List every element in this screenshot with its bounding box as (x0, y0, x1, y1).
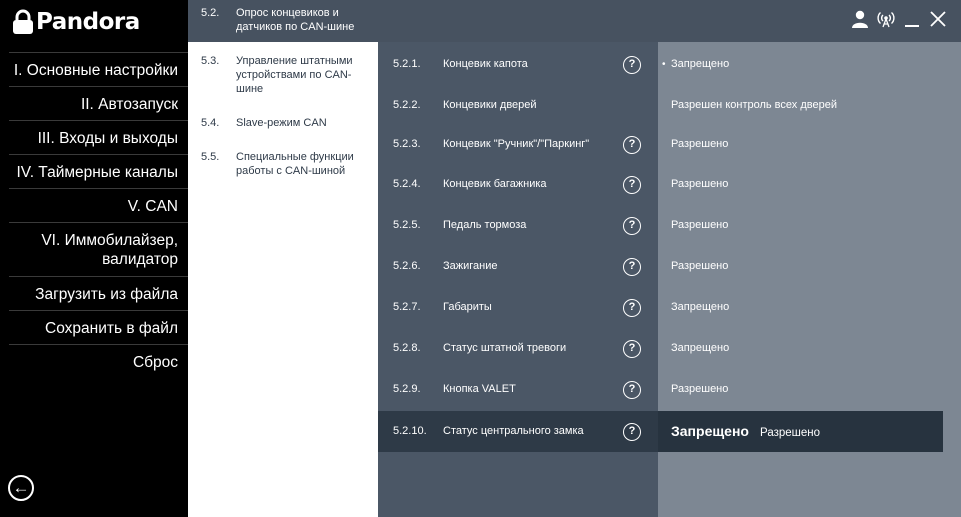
help-icon[interactable]: ? (623, 423, 641, 441)
params-header (378, 0, 658, 42)
param-row-hood[interactable] (378, 44, 658, 85)
param-number: 5.2.5. (393, 219, 421, 231)
option-enabled[interactable]: Разрешено (760, 427, 821, 439)
param-row-brake-pedal[interactable] (378, 205, 658, 246)
param-name: Концевики дверей (443, 99, 537, 111)
param-row-parking-lights[interactable] (378, 287, 658, 328)
nav-item-load-from-file[interactable]: Загрузить из файла (9, 276, 188, 310)
lock-logo-icon (12, 9, 34, 35)
help-icon[interactable]: ? (623, 136, 641, 154)
param-row-central-lock[interactable] (378, 411, 658, 452)
value-text: Запрещено (671, 58, 730, 70)
help-icon[interactable]: ? (623, 381, 641, 399)
value-central-lock (658, 411, 943, 452)
main-nav (9, 52, 188, 378)
nav-item-reset[interactable]: Сброс (9, 344, 188, 378)
signal-icon[interactable] (877, 10, 895, 28)
param-name: Педаль тормоза (443, 219, 527, 231)
param-row-ignition[interactable] (378, 246, 658, 287)
param-name: Габариты (443, 301, 492, 313)
submenu-item-number: 5.2. (201, 7, 220, 19)
param-number: 5.2.7. (393, 301, 421, 313)
param-name: Статус центрального замка (443, 425, 584, 437)
param-number: 5.2.9. (393, 383, 421, 395)
value-text: Разрешено (671, 138, 729, 150)
pandora-logo (12, 8, 140, 36)
values-panel (658, 0, 961, 517)
value-valet-button[interactable] (658, 369, 943, 410)
help-icon[interactable]: ? (623, 176, 641, 194)
value-ignition[interactable] (658, 246, 943, 287)
param-row-doors[interactable] (378, 85, 658, 126)
logo-text: Pandora (36, 9, 140, 35)
value-hood[interactable] (658, 44, 943, 85)
param-number: 5.2.3. (393, 138, 421, 150)
param-name: Концевик багажника (443, 178, 547, 190)
param-row-factory-alarm[interactable] (378, 328, 658, 369)
param-name: Кнопка VALET (443, 383, 516, 395)
help-icon[interactable]: ? (623, 56, 641, 74)
param-name: Зажигание (443, 260, 498, 272)
submenu-item-label: Управление штатными устройствами по CAN-шине (236, 55, 353, 95)
nav-item-immobilizer[interactable]: VI. Иммобилайзер, валидатор (9, 222, 188, 276)
nav-item-inputs-outputs[interactable]: III. Входы и выходы (9, 120, 188, 154)
value-text: Запрещено (671, 301, 730, 313)
nav-item-basic-settings[interactable]: I. Основные настройки (9, 52, 188, 86)
help-icon[interactable]: ? (623, 299, 641, 317)
values-header (658, 0, 961, 42)
param-row-trunk[interactable] (378, 164, 658, 205)
minimize-icon[interactable] (905, 25, 919, 27)
user-icon[interactable] (851, 10, 869, 28)
nav-item-timer-channels[interactable]: IV. Таймерные каналы (9, 154, 188, 188)
help-icon[interactable]: ? (623, 340, 641, 358)
nav-item-can[interactable]: V. CAN (9, 188, 188, 222)
help-icon[interactable]: ? (623, 258, 641, 276)
param-number: 5.2.10. (393, 425, 427, 437)
nav-item-autostart[interactable]: II. Автозапуск (9, 86, 188, 120)
param-number: 5.2.1. (393, 58, 421, 70)
param-number: 5.2.6. (393, 260, 421, 272)
value-text: Разрешено (671, 219, 729, 231)
param-name: Концевик капота (443, 58, 528, 70)
value-text: Запрещено (671, 342, 730, 354)
value-brake-pedal[interactable] (658, 205, 943, 246)
submenu-item-number: 5.3. (201, 55, 220, 67)
value-factory-alarm[interactable] (658, 328, 943, 369)
params-panel (378, 0, 658, 517)
close-icon[interactable] (929, 10, 947, 28)
param-row-handbrake[interactable] (378, 124, 658, 165)
value-doors[interactable] (658, 85, 943, 126)
submenu-panel (188, 0, 378, 517)
param-name: Концевик "Ручник"/"Паркинг" (443, 138, 590, 150)
param-name: Статус штатной тревоги (443, 342, 567, 354)
back-button[interactable] (8, 475, 34, 501)
param-row-valet-button[interactable] (378, 369, 658, 410)
value-parking-lights[interactable] (658, 287, 943, 328)
value-text: Разрешен контроль всех дверей (671, 99, 837, 111)
submenu-item-label: Опрос концевиков и датчиков по CAN-шине (236, 7, 355, 33)
value-text: Разрешено (671, 178, 729, 190)
value-trunk[interactable] (658, 164, 943, 205)
value-text: Разрешено (671, 260, 729, 272)
sidebar (0, 0, 188, 517)
help-icon[interactable]: ? (623, 217, 641, 235)
param-number: 5.2.8. (393, 342, 421, 354)
submenu-item-label: Специальные функции работы с CAN-шиной (236, 151, 354, 177)
current-marker: • (662, 59, 666, 70)
value-text: Разрешено (671, 383, 729, 395)
submenu-item-number: 5.5. (201, 151, 220, 163)
param-number: 5.2.2. (393, 99, 421, 111)
option-disabled[interactable]: Запрещено (671, 423, 749, 439)
submenu-item-number: 5.4. (201, 117, 220, 129)
nav-item-save-to-file[interactable]: Сохранить в файл (9, 310, 188, 344)
param-number: 5.2.4. (393, 178, 421, 190)
submenu-item-label: Slave-режим CAN (236, 117, 327, 129)
back-arrow-icon: ← (12, 478, 30, 497)
value-handbrake[interactable] (658, 124, 943, 165)
